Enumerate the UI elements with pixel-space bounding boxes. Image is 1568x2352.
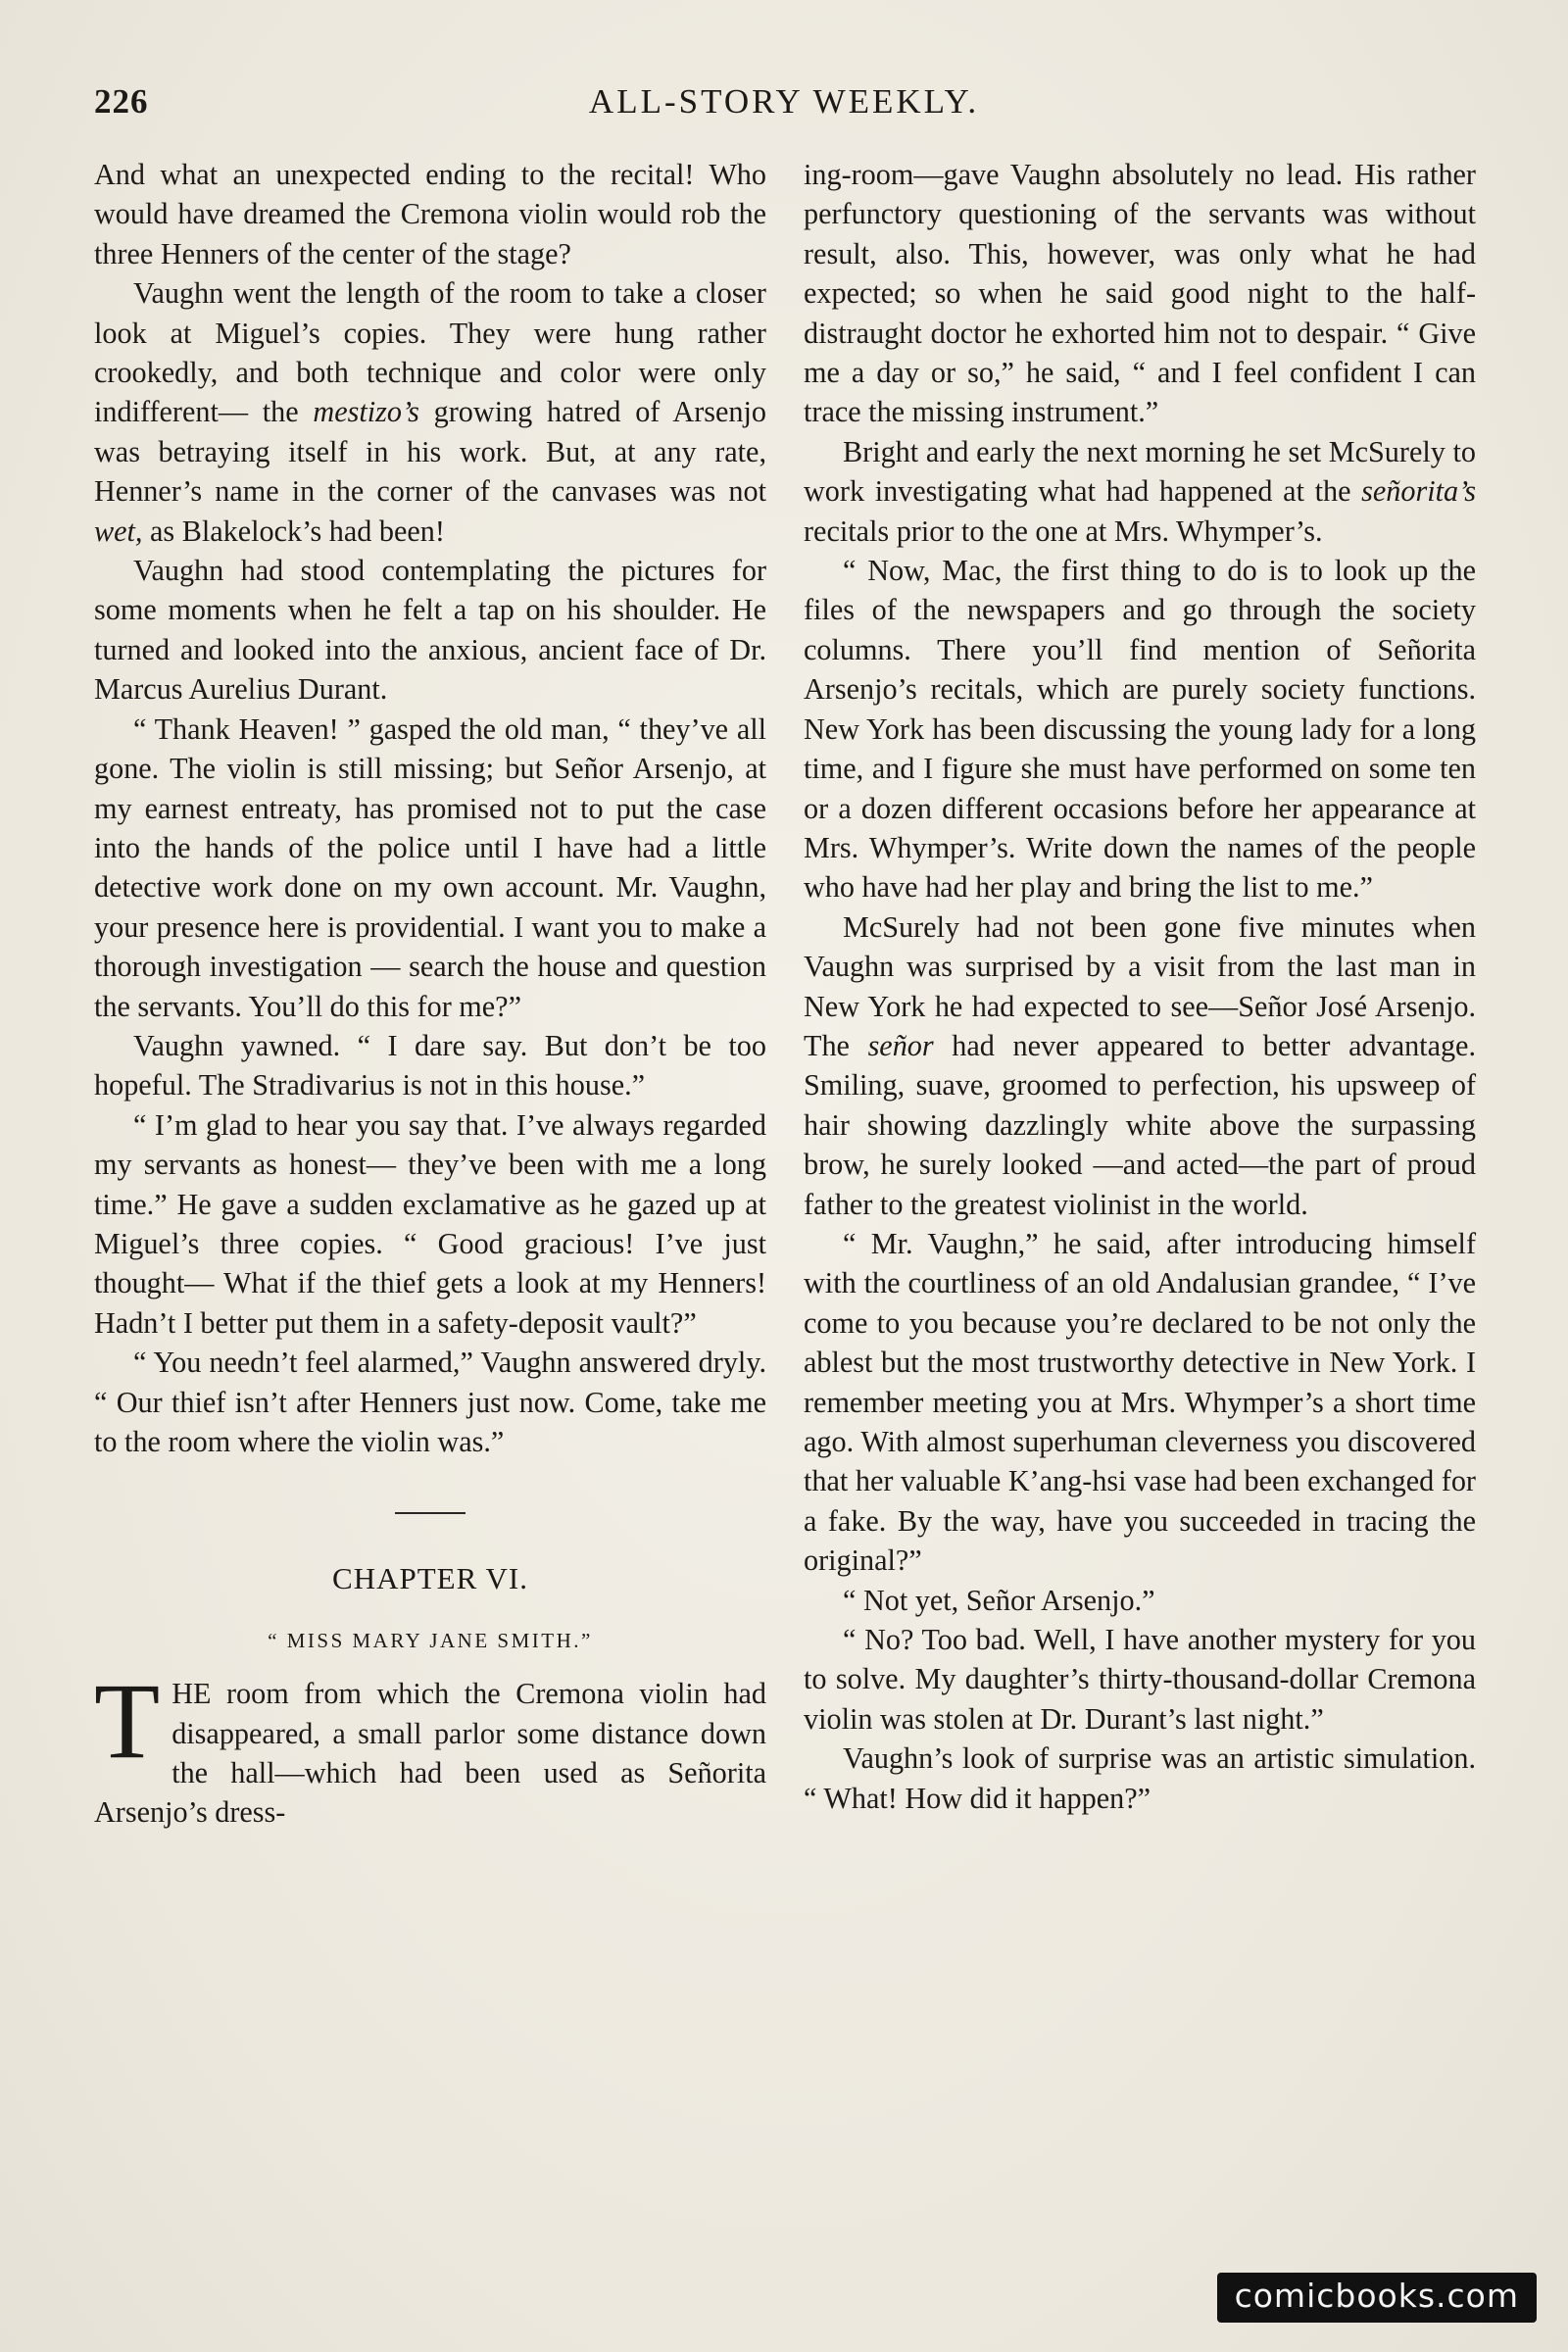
left-column xyxy=(94,155,766,1833)
chapter-title: CHAPTER VI. xyxy=(332,1561,528,1596)
running-head: ALL-STORY WEEKLY. xyxy=(588,82,980,121)
drop-cap: T xyxy=(94,1661,161,1782)
paragraph: And what an unexpected ending to the recital! Who would have dreamed the Cremona violin would rob the three Henners of the center of the stage? xyxy=(94,158,766,270)
paragraph xyxy=(804,432,1476,551)
paragraph: “ Thank Heaven! ” gasped the old man, “ they’ve all gone. The violin is still missing; but Señor Arsenjo, at my earnest entreaty, has promised not to put the case into the hands of the police until I have had a little detective work done on my own account. Mr. Vaughn, your presence here is providential. I want you to make a thorough investigation — search the house and question the servants. You’ll do this for me?” xyxy=(94,711,766,1023)
paragraph: Vaughn’s look of surprise was an artistic simulation. “ What! How did it happen?” xyxy=(804,1741,1476,1815)
paragraph xyxy=(804,907,1476,1224)
page-number: 226 xyxy=(94,82,149,121)
paragraph: “ No? Too bad. Well, I have another mystery for you to solve. My daughter’s thirty-thousand-dollar Cremona violin was stolen at Dr. Durant’s last night.” xyxy=(804,1623,1476,1736)
paragraph: “ Now, Mac, the first thing to do is to look up the files of the newspapers and go through the society columns. There you’ll find mention of Señorita Arsenjo’s recitals, which are purely society functions. New York has been discussing the young lady for a long time, and I figure she must have performed on some ten or a dozen different occasions before her appearance at Mrs. Whymper’s. Write down the names of the people who have had her play and bring the list to me.” xyxy=(804,554,1476,905)
italic-text: wet, xyxy=(94,514,143,548)
paragraph: “ Not yet, Señor Arsenjo.” xyxy=(843,1583,1155,1617)
text-run: McSurely had not been gone five minutes when Vaughn was surprised by a visit from the last man in New York he had expected to see—Señor José Arsenjo. The xyxy=(804,909,1476,1062)
paragraph xyxy=(94,1661,766,1833)
italic-text: señorita’s xyxy=(1361,474,1476,509)
watermark-logo: comicbooks.com xyxy=(1217,2273,1537,2323)
paragraph: “ Mr. Vaughn,” he said, after introducing himself with the courtliness of an old Andalusian grandee, “ I’ve come to you because you’re declared to be not only the ablest but the most trustworthy detective in New York. I remember meeting you at Mrs. Whymper’s a short time ago. With almost superhuman cleverness you discovered that her valuable K’ang-hsi vase had been exchanged for a fake. By the way, have you succeeded in tracing the original?” xyxy=(804,1226,1476,1578)
italic-text: señor xyxy=(867,1028,934,1062)
chapter-subtitle: “ MISS MARY JANE SMITH.” xyxy=(268,1628,593,1652)
text-run: growing hatred of Arsenjo was betraying itself in his work. But, at any rate, Henner’s name in the corner of the canvases was not xyxy=(94,395,766,509)
paragraph: Vaughn yawned. “ I dare say. But don’t be too hopeful. The Stradivarius is not in this house.” xyxy=(94,1028,766,1102)
text-run: had never appeared to better advantage. Smiling, suave, groomed to perfection, his upsweep of hair showing dazzlingly white above the surpassing brow, he surely looked —and acted—the part of proud father to the greatest violinist in the world. xyxy=(804,1028,1477,1221)
right-column xyxy=(804,155,1476,1818)
page-header xyxy=(94,82,1474,133)
paragraph: ing-room—gave Vaughn absolutely no lead. His rather perfunctory questioning of the servants was without result, also. This, however, was only what he had expected; so when he said good night to the half-distraught doctor he exhorted him not to despair. “ Give me a day or so,” he said, “ and I feel confident I can trace the missing instrument.” xyxy=(804,158,1476,429)
paragraph xyxy=(94,273,766,551)
text-run: Vaughn went the length of the room to take a closer look at Miguel’s copies. They were hung rather crookedly, and both technique and color were only indifferent— the xyxy=(94,276,766,429)
italic-text: mestizo’s xyxy=(313,395,419,429)
paragraph: Vaughn had stood contemplating the pictures for some moments when he felt a tap on his shoulder. He turned and looked into the anxious, ancient face of Dr. Marcus Aurelius Durant. xyxy=(94,554,766,707)
text-run: recitals prior to the one at Mrs. Whymper’s. xyxy=(804,514,1323,548)
section-divider xyxy=(395,1512,466,1514)
text-run: as Blakelock’s had been! xyxy=(142,514,445,548)
text-run: HE room from which the Cremona violin had disappeared, a small parlor some distance down the hall—which had been used as Señorita Arsenjo’s dress- xyxy=(94,1677,766,1830)
text-run: Bright and early the next morning he set McSurely to work investigating what had happened at the xyxy=(804,434,1476,509)
paragraph: “ You needn’t feel alarmed,” Vaughn answered dryly. “ Our thief isn’t after Henners just now. Come, take me to the room where the violin was.” xyxy=(94,1346,766,1458)
paragraph: “ I’m glad to hear you say that. I’ve always regarded my servants as honest— they’ve been with me a long time.” He gave a sudden exclamative as he gazed up at Miguel’s three copies. “ Good gracious! I’ve just thought— What if the thief gets a look at my Henners! Hadn’t I better put them in a safety-deposit vault?” xyxy=(94,1107,766,1340)
